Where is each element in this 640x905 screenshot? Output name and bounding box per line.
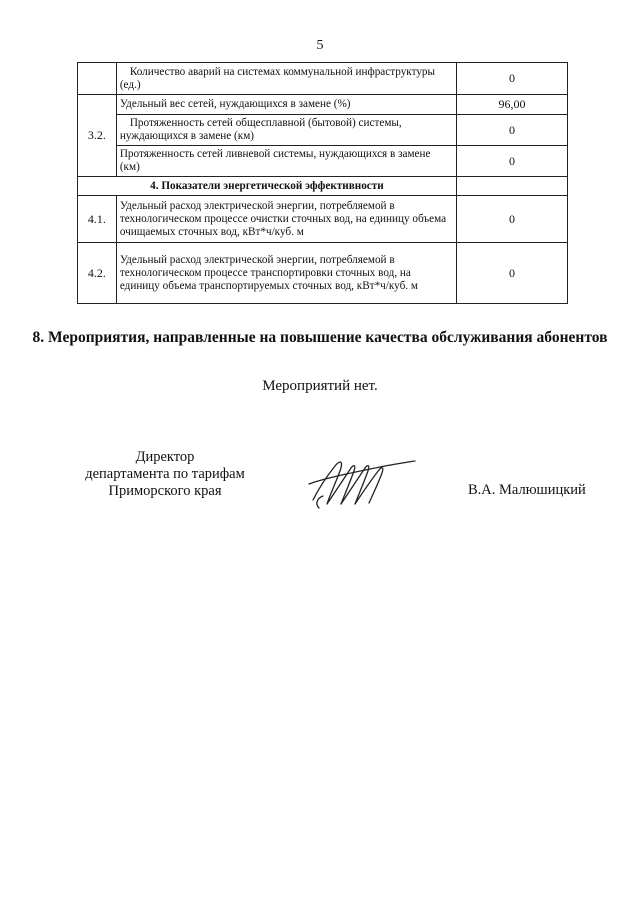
row-number-cell <box>78 63 117 95</box>
table-row <box>78 243 568 304</box>
row-number: 4.1. <box>78 196 117 243</box>
row-number: 4.2. <box>78 243 117 304</box>
table-row <box>78 146 568 177</box>
signer-title-line: департамента по тарифам <box>85 466 245 482</box>
signer-title <box>40 449 290 500</box>
handwritten-signature <box>305 448 420 518</box>
signer-title-line: Приморского края <box>108 483 222 499</box>
indicator-value: 0 <box>456 63 567 95</box>
indicators-table <box>77 62 568 304</box>
indicator-name: Количество аварий на системах коммунальной инфраструктуры (ед.) <box>119 65 436 91</box>
indicator-name-cell <box>116 63 456 95</box>
table-row <box>78 115 568 146</box>
empty-value-cell <box>456 177 567 196</box>
indicator-value: 0 <box>456 146 567 177</box>
indicator-name: Удельный расход электрической энергии, потребляемой в технологическом процессе транспортировки сточных вод, на единицу объема транспортируемых сточных вод, кВт*ч/куб. м <box>116 243 456 304</box>
section-row <box>78 177 568 196</box>
indicator-value: 0 <box>456 196 567 243</box>
page-number: 5 <box>316 38 324 53</box>
row-number: 3.2. <box>78 95 117 177</box>
section-title: 4. Показатели энергетической эффективности <box>78 177 457 196</box>
indicator-value: 96,00 <box>456 95 567 115</box>
indicator-name: Удельный расход электрической энергии, потребляемой в технологическом процессе очистки сточных вод, на единицу объема очищаемых сточных вод, кВт*ч/куб. м <box>116 196 456 243</box>
indicator-value: 0 <box>456 115 567 146</box>
indicator-name-cell <box>116 115 456 146</box>
indicator-name: Удельный вес сетей, нуждающихся в замене (%) <box>116 95 456 115</box>
table-row <box>78 196 568 243</box>
section-body-text: Мероприятий нет. <box>262 378 378 394</box>
indicator-name: Протяженность сетей общесплавной (бытовой) системы, нуждающихся в замене (км) <box>119 117 402 142</box>
table-row <box>78 95 568 115</box>
indicator-name: Протяженность сетей ливневой системы, нуждающихся в замене (км) <box>116 146 456 177</box>
section-heading: 8. Мероприятия, направленные на повышение качества обслуживания абонентов <box>32 329 608 346</box>
signer-title-line: Директор <box>135 449 195 465</box>
signer-name: В.А. Малюшицкий <box>468 482 586 498</box>
table-row <box>78 63 568 95</box>
indicator-value: 0 <box>456 243 567 304</box>
